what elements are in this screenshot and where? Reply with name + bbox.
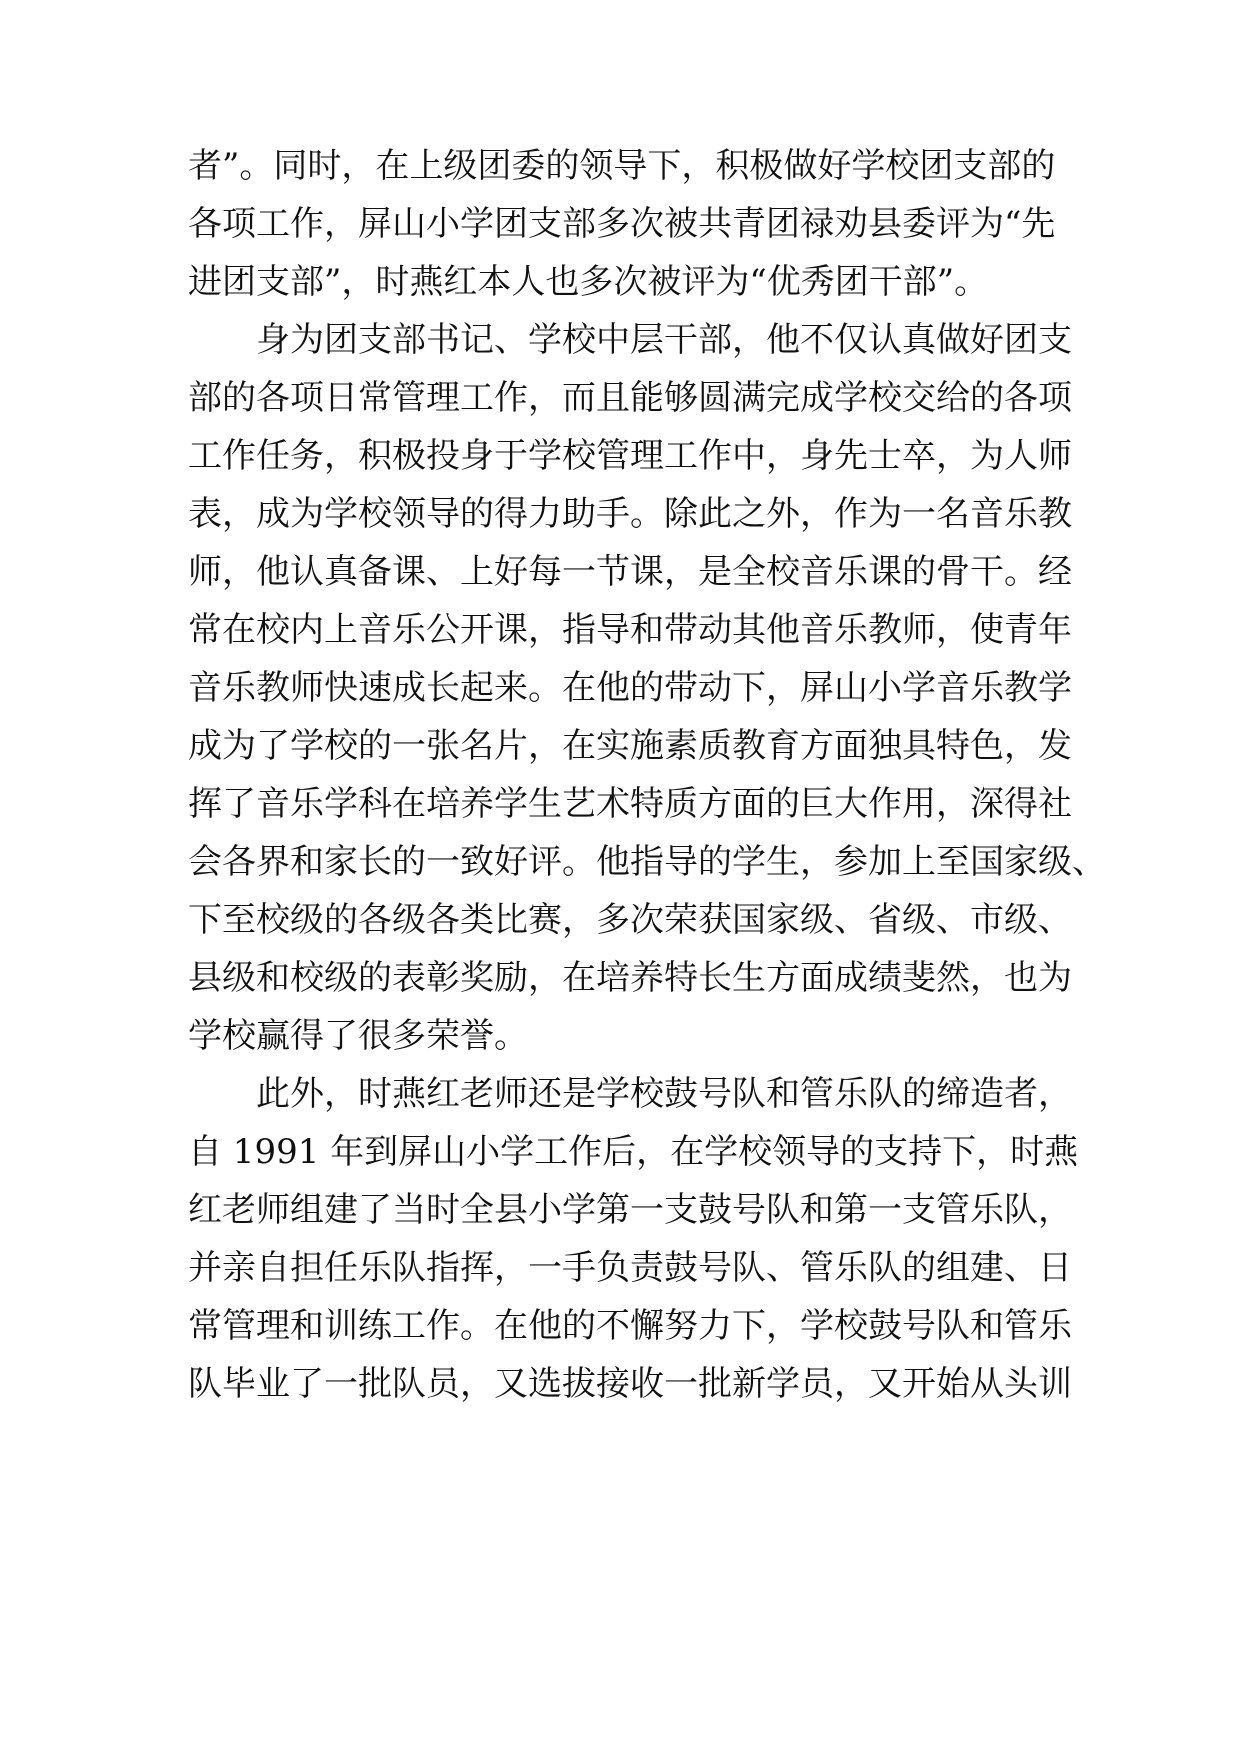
text-line: 挥了音乐学科在培养学生艺术特质方面的巨大作用，深得社 [188,784,1072,824]
text-line: 者”。同时，在上级团委的领导下，积极做好学校团支部的 [188,146,1056,186]
text-line: 师，他认真备课、上好每一节课，是全校音乐课的骨干。经 [188,552,1072,592]
text-line: 并亲自担任乐队指挥，一手负责鼓号队、管乐队的组建、日 [188,1248,1072,1288]
text-line: 下至校级的各级各类比赛，多次荣获国家级、省级、市级、 [188,900,1072,940]
text-line: 县级和校级的表彰奖励，在培养特长生方面成绩斐然，也为 [188,958,1072,998]
text-line: 常管理和训练工作。在他的不懈努力下，学校鼓号队和管乐 [188,1306,1072,1346]
text-line: 各项工作，屏山小学团支部多次被共青团禄劝县委评为“先 [188,204,1056,244]
text-line: 进团支部”，时燕红本人也多次被评为“优秀团干部”。 [188,262,989,302]
text-line: 学校赢得了很多荣誉。 [188,1016,528,1056]
text-line: 此外，时燕红老师还是学校鼓号队和管乐队的缔造者， [256,1074,1072,1114]
text-line: 队毕业了一批队员，又选拔接收一批新学员，又开始从头训 [188,1364,1072,1404]
text-line: 会各界和家长的一致好评。他指导的学生，参加上至国家级、 [188,842,1106,882]
text-line: 自 1991 年到屏山小学工作后，在学校领导的支持下，时燕 [188,1132,1079,1172]
text-line: 常在校内上音乐公开课，指导和带动其他音乐教师，使青年 [188,610,1072,650]
text-line: 音乐教师快速成长起来。在他的带动下，屏山小学音乐教学 [188,668,1072,708]
text-line: 部的各项日常管理工作，而且能够圆满完成学校交给的各项 [188,378,1072,418]
text-line: 红老师组建了当时全县小学第一支鼓号队和第一支管乐队， [188,1190,1072,1230]
text-line: 成为了学校的一张名片，在实施素质教育方面独具特色，发 [188,726,1072,766]
text-line: 表，成为学校领导的得力助手。除此之外，作为一名音乐教 [188,494,1072,534]
text-line: 身为团支部书记、学校中层干部，他不仅认真做好团支 [256,320,1072,360]
text-line: 工作任务，积极投身于学校管理工作中，身先士卒，为人师 [188,436,1072,476]
